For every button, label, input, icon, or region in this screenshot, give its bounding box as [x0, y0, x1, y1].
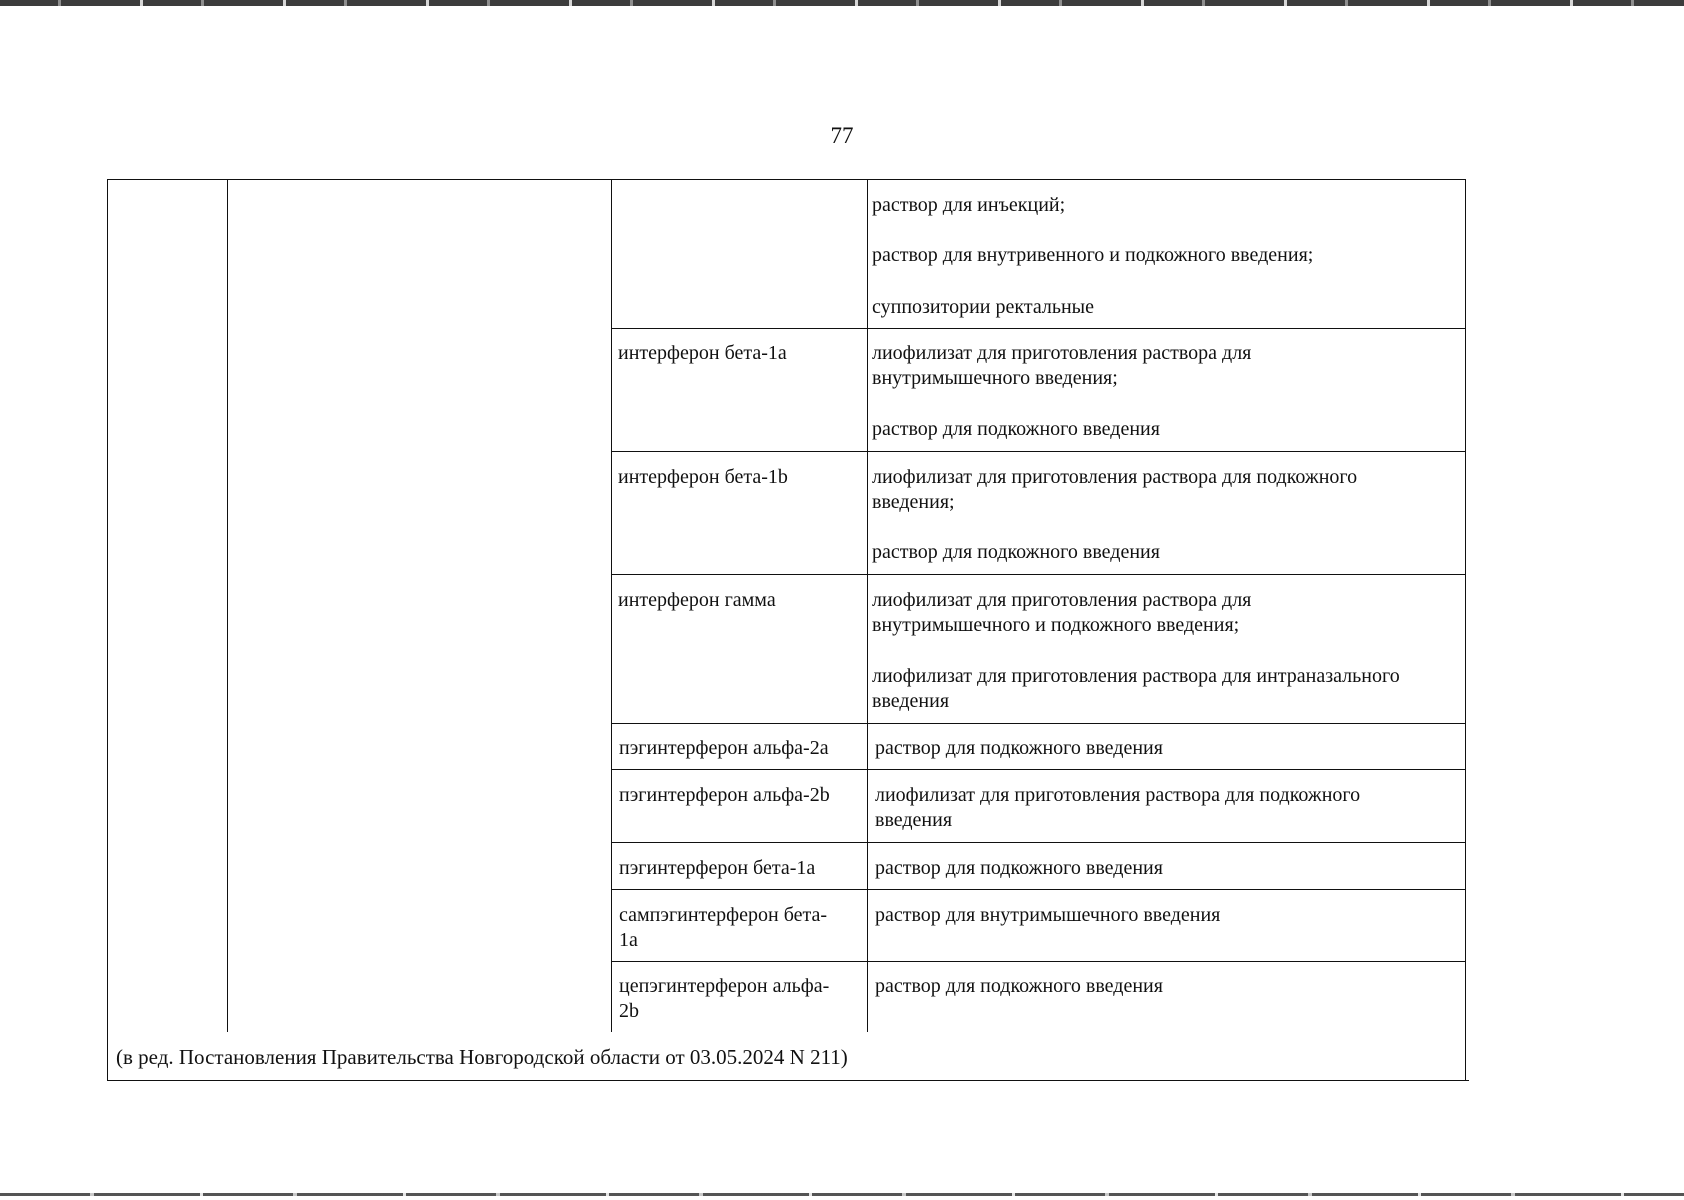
dosage-form-text: лиофилизат для приготовления раствора для внутримышечного введения;: [872, 342, 1252, 389]
dosage-form-text: лиофилизат для приготовления раствора для интраназального введения: [872, 665, 1400, 712]
dosage-form-text: раствор для подкожного введения: [872, 541, 1160, 563]
row-divider-6: [611, 842, 1466, 843]
column-divider-3: [867, 179, 868, 1032]
row-divider-8: [611, 961, 1466, 962]
drug-name: пэгинтерферон альфа-2a: [619, 737, 829, 759]
dosage-form-text: раствор для внутривенного и подкожного введения;: [872, 244, 1314, 266]
row-divider-2: [611, 451, 1466, 452]
dosage-form-text: раствор для инъекций;: [872, 194, 1066, 216]
drug-name: интерферон гамма: [618, 589, 776, 611]
row-divider-4: [611, 723, 1466, 724]
drug-name: интерферон бета-1b: [618, 466, 788, 488]
dosage-form-text: раствор для подкожного введения: [875, 975, 1163, 997]
dosage-form-text: лиофилизат для приготовления раствора для подкожного введения;: [872, 466, 1358, 513]
column-divider-1: [227, 179, 228, 1032]
table-bottom-border: [107, 1080, 1469, 1081]
scan-edge-top: [0, 0, 1684, 6]
table-top-border: [107, 179, 1465, 180]
dosage-form-text: суппозитории ректальные: [872, 296, 1094, 318]
table-left-border: [107, 179, 108, 1081]
dosage-form-text: раствор для подкожного введения: [872, 418, 1160, 440]
column-divider-2: [611, 179, 612, 1032]
drug-name: пэгинтерферон бета-1a: [619, 857, 816, 879]
dosage-form-text: раствор для подкожного введения: [875, 737, 1163, 759]
drug-name: сампэгинтерферон бета- 1a: [619, 904, 828, 951]
scan-edge-bottom: [0, 1193, 1684, 1196]
row-divider-7: [611, 889, 1466, 890]
table-right-border: [1465, 179, 1466, 1081]
dosage-form-text: раствор для подкожного введения: [875, 857, 1163, 879]
dosage-form-text: лиофилизат для приготовления раствора для подкожного введения: [875, 784, 1361, 831]
dosage-form-text: раствор для внутримышечного введения: [875, 904, 1221, 926]
row-divider-1: [611, 328, 1466, 329]
drug-name: цепэгинтерферон альфа- 2b: [619, 975, 830, 1022]
amendment-note: (в ред. Постановления Правительства Новгородской области от 03.05.2024 N 211): [116, 1045, 848, 1069]
page-number: 77: [830, 123, 854, 148]
row-divider-5: [611, 769, 1466, 770]
drug-name: интерферон бета-1a: [618, 342, 787, 364]
dosage-form-text: лиофилизат для приготовления раствора для внутримышечного и подкожного введения;: [872, 589, 1252, 636]
drug-name: пэгинтерферон альфа-2b: [619, 784, 830, 806]
row-divider-3: [611, 574, 1466, 575]
